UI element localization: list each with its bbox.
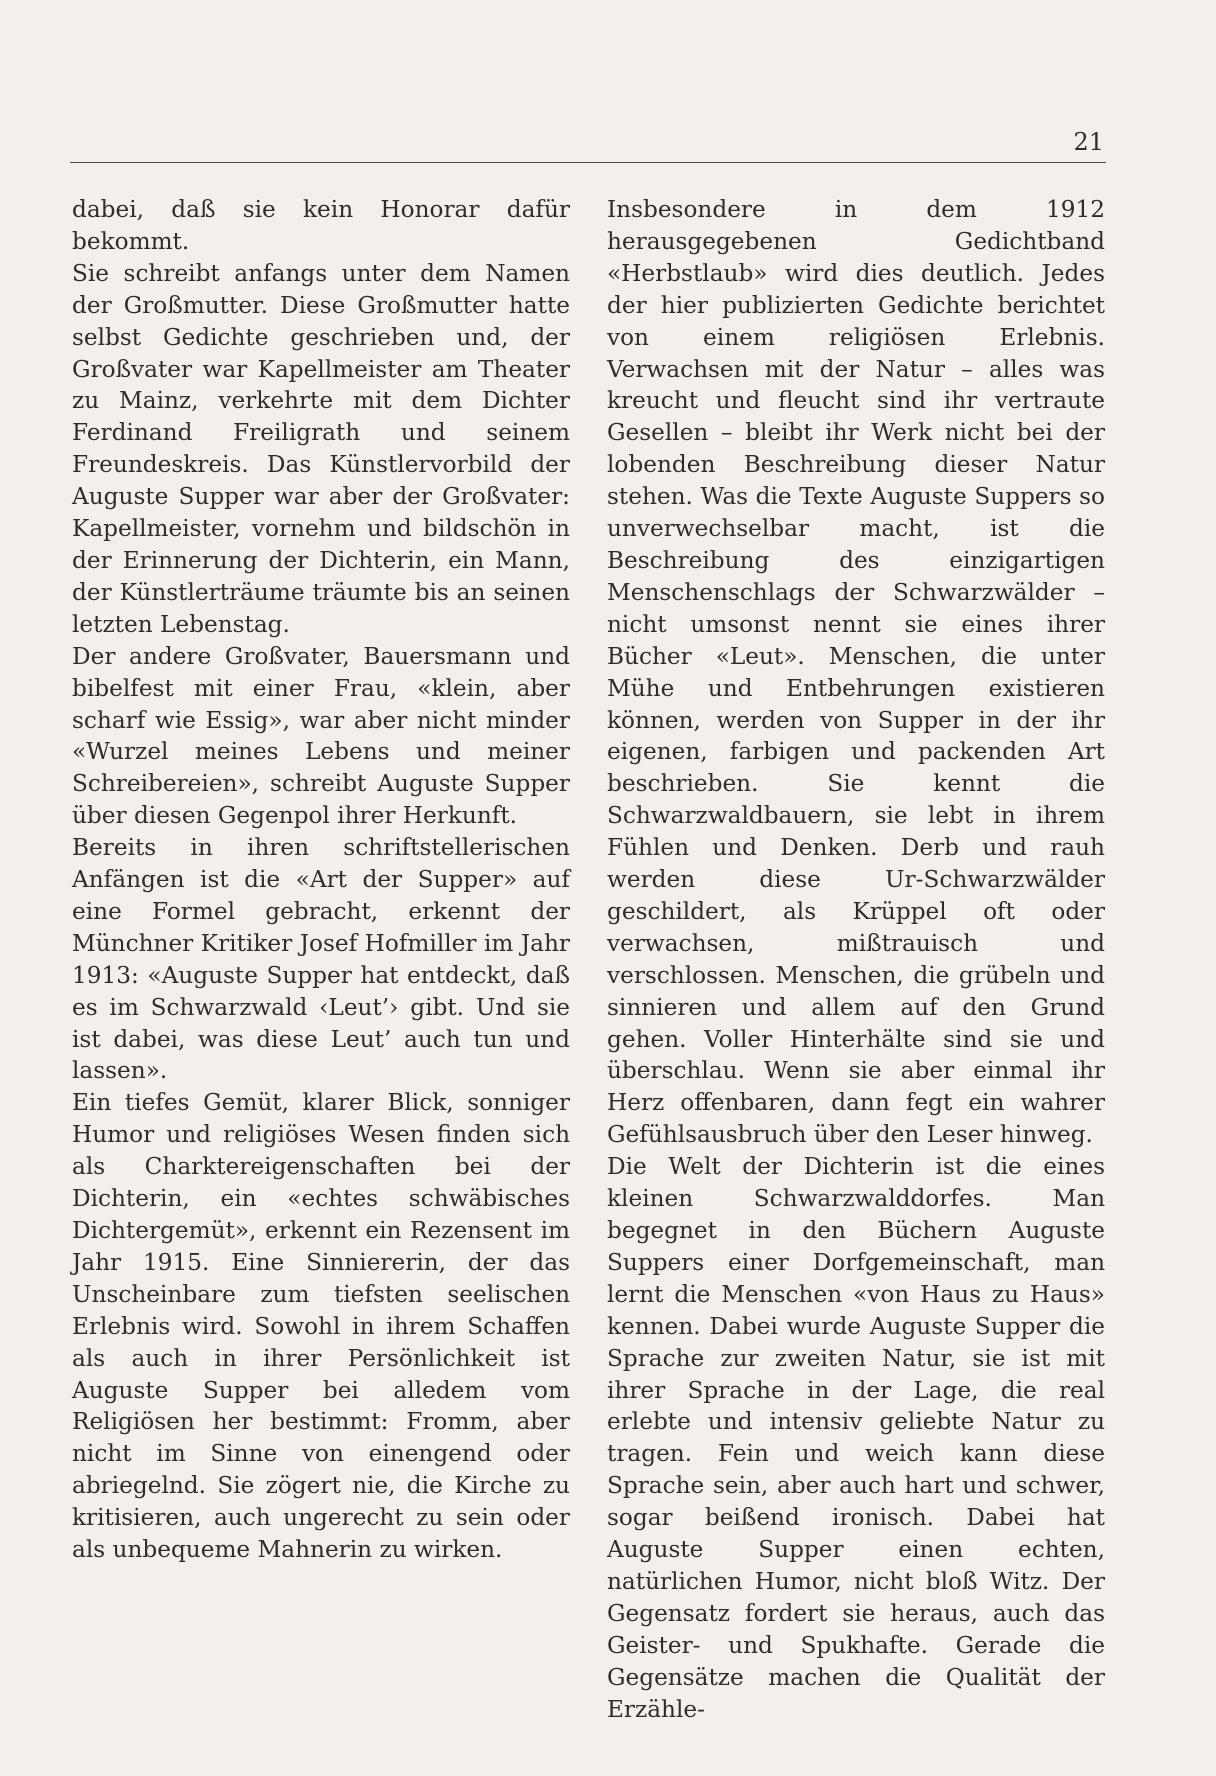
left-paragraph-5: Ein tiefes Gemüt, klarer Blick, sonniger Humor und religiöses Wesen finden sich als Charktereigenschaften bei der Dichterin, ein «echtes schwäbisches Dichtergemüt», erkennt ein Rezensent im Jahr 1915. Eine Sinniererin, der das Unscheinbare zum tiefsten seelischen Erlebnis wird. Sowohl in ihrem Schaffen als auch in ihrer Persönlichkeit ist Auguste Supper bei alledem vom Religiösen her bestimmt: Fromm, aber nicht im Sinne von einengend oder abriegelnd. Sie zögert nie, die Kirche zu kritisieren, auch ungerecht zu sein oder als unbequeme Mahnerin zu wirken.	[72, 1089, 570, 1564]
left-paragraph-4: Bereits in ihren schriftstellerischen Anfängen ist die «Art der Supper» auf eine Formel gebracht, erkennt der Münchner Kritiker Josef Hofmiller im Jahr 1913: «Auguste Supper hat entdeckt, daß es im Schwarzwald ‹Leut’› gibt. Und sie ist dabei, was diese Leut’ auch tun und lassen».	[72, 834, 570, 1085]
page-number: 21	[1073, 128, 1104, 156]
left-paragraph-1: dabei, daß sie kein Honorar dafür bekommt.	[72, 196, 570, 255]
right-paragraph-1: Insbesondere in dem 1912 herausgegebenen Gedichtband «Herbstlaub» wird dies deutlich. Jedes der hier publizierten Gedichte berichtet von einem religiösen Erlebnis. Verwachsen mit der Natur – alles was kreucht und fleucht sind ihr vertraute Gesellen – bleibt ihr Werk nicht bei der lobenden Beschreibung dieser Natur stehen. Was die Texte Auguste Suppers so unverwechselbar macht, ist die Beschreibung des einzigartigen Menschenschlags der Schwarzwälder – nicht umsonst nennt sie eines ihrer Bücher «Leut». Menschen, die unter Mühe und Entbehrungen existieren können, werden von Supper in der ihr eigenen, farbigen und packenden Art beschrieben. Sie kennt die Schwarzwaldbauern, sie lebt in ihrem Fühlen und Denken. Derb und rauh werden diese Ur-Schwarzwälder geschildert, als Krüppel oft oder verwachsen, mißtrauisch und verschlossen. Menschen, die grübeln und sinnieren und allem auf den Grund gehen. Voller Hinterhälte sind sie und überschlau. Wenn sie aber einmal ihr Herz offenbaren, dann fegt ein wahrer Gefühlsausbruch über den Leser hinweg.	[607, 196, 1105, 1149]
left-column	[72, 194, 570, 1566]
left-paragraph-2: Sie schreibt anfangs unter dem Namen der Großmutter. Diese Großmutter hatte selbst Gedichte geschrieben und, der Großvater war Kapellmeister am Theater zu Mainz, verkehrte mit dem Dichter Ferdinand Freiligrath und seinem Freundeskreis. Das Künstlervorbild der Auguste Supper war aber der Großvater: Kapellmeister, vornehm und bildschön in der Erinnerung der Dichterin, ein Mann, der Künstlerträume träumte bis an seinen letzten Lebenstag.	[72, 259, 570, 638]
right-column	[607, 194, 1105, 1726]
header-rule	[70, 162, 1106, 163]
left-paragraph-3: Der andere Großvater, Bauersmann und bibelfest mit einer Frau, «klein, aber scharf wie Essig», war aber nicht minder «Wurzel meines Lebens und meiner Schreibereien», schreibt Auguste Supper über diesen Gegenpol ihrer Herkunft.	[72, 642, 570, 830]
right-paragraph-2: Die Welt der Dichterin ist die eines kleinen Schwarzwalddorfes. Man begegnet in den Büchern Auguste Suppers einer Dorfgemeinschaft, man lernt die Menschen «von Haus zu Haus» kennen. Dabei wurde Auguste Supper die Sprache zur zweiten Natur, sie ist mit ihrer Sprache in der Lage, die real erlebte und intensiv geliebte Natur zu tragen. Fein und weich kann diese Sprache sein, aber auch hart und schwer, sogar beißend ironisch. Dabei hat Auguste Supper einen echten, natürlichen Humor, nicht bloß Witz. Der Gegensatz fordert sie heraus, auch das Geister- und Spukhafte. Gerade die Gegensätze machen die Qualität der Erzähle-	[607, 1153, 1105, 1723]
